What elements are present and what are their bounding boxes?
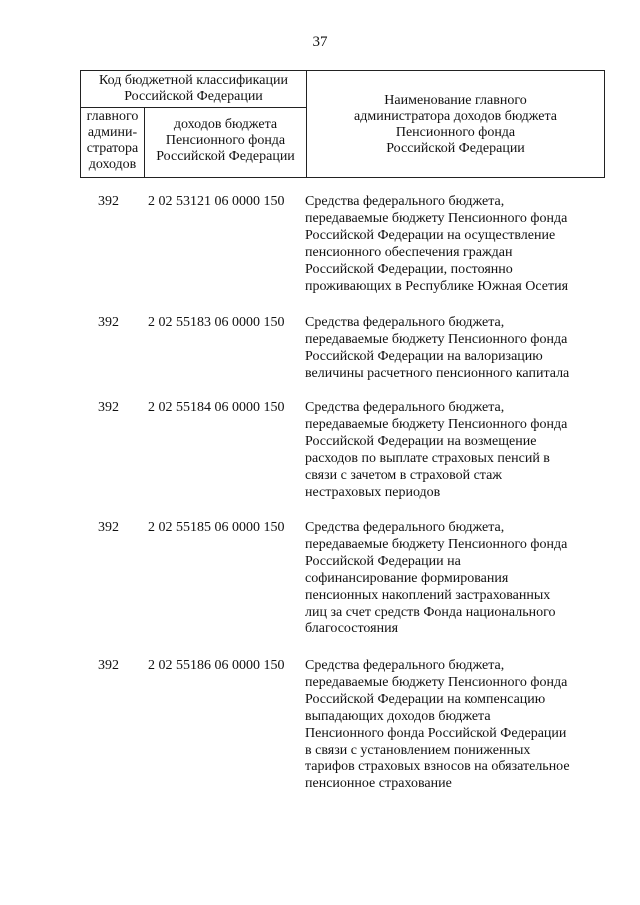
- table-header: [80, 70, 605, 178]
- admin-code: 392: [98, 194, 119, 209]
- header-income: доходов бюджета Пенсионного фонда Российской Федерации: [156, 117, 295, 164]
- admin-code: 392: [98, 658, 119, 673]
- admin-code: 392: [98, 400, 119, 415]
- budget-code: 2 02 53121 06 0000 150: [148, 194, 285, 209]
- header-main-admin: главного админи- стратора доходов: [86, 109, 139, 172]
- budget-code: 2 02 55186 06 0000 150: [148, 658, 285, 673]
- header-divider-sub: [81, 107, 306, 108]
- budget-code: 2 02 55185 06 0000 150: [148, 520, 285, 535]
- row-description: Средства федерального бюджета, передаваемые бюджету Пенсионного фонда Российской Федерации на валоризацию величины расчетного пенсионного капитала: [305, 315, 570, 381]
- admin-code: 392: [98, 315, 119, 330]
- budget-code: 2 02 55184 06 0000 150: [148, 400, 285, 415]
- admin-code: 392: [98, 520, 119, 535]
- row-description: Средства федерального бюджета, передаваемые бюджету Пенсионного фонда Российской Федерации на возмещение расходов по выплате страховых пенсий в связи с зачетом в страховой стаж нестраховых периодов: [305, 400, 568, 500]
- row-description: Средства федерального бюджета, передаваемые бюджету Пенсионного фонда Российской Федерации на софинансирование формирования пенсионных накоплений застрахованных лиц за счет средств Фонда национального благосостояния: [305, 520, 568, 637]
- budget-code: 2 02 55183 06 0000 150: [148, 315, 285, 330]
- row-description: Средства федерального бюджета, передаваемые бюджету Пенсионного фонда Российской Федерации на компенсацию выпадающих доходов бюджета Пенсионного фонда Российской Федерации в связи с установлением пониженных тарифов страховых взносов на обязательное пенсионное страхование: [305, 658, 570, 792]
- page-number: 37: [312, 34, 328, 50]
- row-description: Средства федерального бюджета, передаваемые бюджету Пенсионного фонда Российской Федерации на осуществление пенсионного обеспечения граждан Российской Федерации, постоянно проживающих в Республике Южная Осетия: [305, 194, 569, 294]
- header-name: Наименование главного администратора доходов бюджета Пенсионного фонда Российской Федерации: [354, 93, 557, 156]
- header-classification: Код бюджетной классификации Российской Федерации: [99, 73, 288, 104]
